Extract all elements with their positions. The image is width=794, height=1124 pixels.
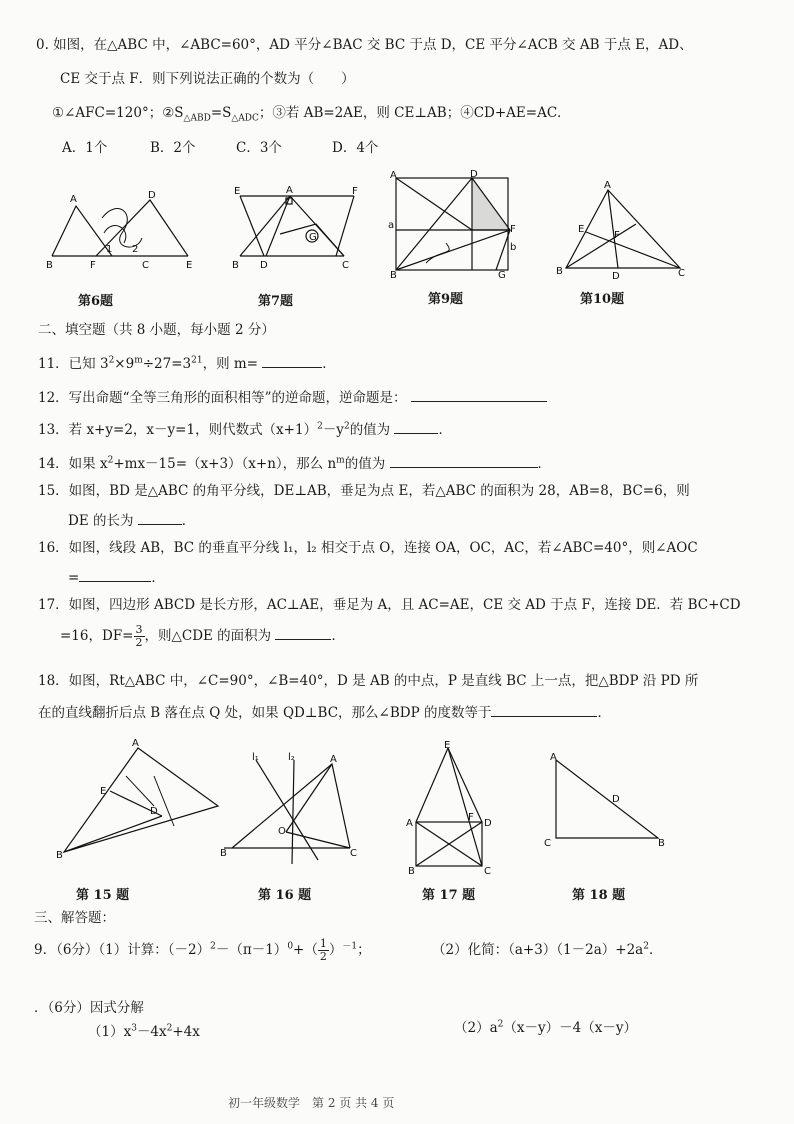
q10-statements-a: ①∠AFC=120°；②S bbox=[52, 105, 184, 121]
figure-q9 bbox=[386, 168, 520, 280]
fig10-label-e: E bbox=[578, 224, 585, 235]
fig9-label-f: F bbox=[510, 224, 516, 235]
q18-line1: 18．如图，Rt△ABC 中，∠C=90°，∠B=40°，D 是 AB 的中点，P 是直线 BC 上一点，把△BDP 沿 PD 所 bbox=[38, 673, 699, 689]
fig7-label-d: D bbox=[260, 260, 268, 271]
q17-line2-b: ，则△CDE 的面积为 bbox=[144, 628, 272, 644]
fig17-label-f: F bbox=[468, 812, 474, 823]
q19-part1-c: +（ bbox=[293, 942, 318, 958]
q11-mid2: ÷27=3 bbox=[142, 356, 192, 372]
q19-part2-a: （2）化简：（a+3）（1－2a）+2a bbox=[432, 942, 644, 958]
fig7-label-a: A bbox=[286, 185, 293, 196]
fig16-label-a: A bbox=[330, 754, 337, 765]
fig7-label-g: G bbox=[309, 232, 317, 243]
q20-title: ．（6分）因式分解 bbox=[34, 1000, 144, 1016]
q17-line1: 17．如图，四边形 ABCD 是长方形，AC⊥AE，垂足为 A，且 AC=AE，CE 交 AD 于点 F，连接 DE．若 BC+CD bbox=[38, 597, 741, 613]
q20-part1-b: －4x bbox=[136, 1024, 167, 1040]
q10-option-b: B．2个 bbox=[150, 140, 196, 156]
fig17-label-e: E bbox=[444, 740, 451, 751]
q20-part2-sup: 2 bbox=[497, 1019, 504, 1030]
q15-line2-text: DE 的长为 bbox=[68, 513, 134, 529]
fig18-label-a: A bbox=[550, 752, 557, 763]
figure-q16 bbox=[218, 752, 374, 868]
q10-statements-sub2: △ADC bbox=[231, 113, 259, 124]
fig18-label-d: D bbox=[612, 794, 620, 805]
fig15-label-a: A bbox=[132, 738, 139, 749]
q13-sup2: 2 bbox=[343, 421, 350, 432]
fig6-label-d: D bbox=[148, 190, 156, 201]
q19-fraction bbox=[318, 938, 329, 963]
q10-option-c: C．3个 bbox=[236, 140, 282, 156]
figure-q18 bbox=[540, 746, 676, 856]
page-footer: 初一年级数学 第 2 页 共 4 页 bbox=[228, 1096, 395, 1110]
q18-answer-blank[interactable] bbox=[491, 704, 597, 717]
q20-part1-sup1: 3 bbox=[131, 1023, 137, 1034]
q19-part1-b: －（π－1） bbox=[215, 942, 288, 958]
figure-q7 bbox=[226, 184, 366, 274]
fig17-label-d: D bbox=[484, 818, 492, 829]
q10-statements bbox=[52, 101, 571, 124]
q12 bbox=[38, 386, 547, 406]
section3-title: 三、解答题： bbox=[34, 910, 115, 926]
caption-q6: 第6题 bbox=[78, 294, 114, 309]
q20-part2-b: （x－y）－4（x－y） bbox=[503, 1020, 637, 1036]
q19-frac-num: 1 bbox=[319, 937, 327, 950]
q11-mid1: ×9 bbox=[114, 356, 135, 372]
fig7-label-e: E bbox=[234, 186, 241, 197]
fig7-label-b: B bbox=[232, 260, 239, 271]
q13-text-a: 13．若 x+y=2，x－y=1，则代数式（x+1） bbox=[38, 422, 318, 438]
q10-statements-b: =S bbox=[210, 105, 232, 121]
q19-part1-a: 9．（6分）（1）计算：（－2） bbox=[34, 942, 211, 958]
fig10-label-d: D bbox=[612, 271, 620, 280]
fig6-label-b: B bbox=[46, 260, 53, 271]
q16-line2-text: = bbox=[68, 570, 80, 586]
q16-line2: = ． bbox=[68, 570, 165, 586]
q18-line2: 在的直线翻折后点 B 落在点 Q 处，如果 QD⊥BC，那么∠BDP 的度数等于 ． bbox=[38, 705, 611, 721]
q11-answer-blank[interactable] bbox=[262, 355, 322, 368]
q12-answer-blank[interactable] bbox=[411, 389, 547, 402]
fig6-label-2: 2 bbox=[132, 244, 139, 255]
q11-suffix: ，则 m= bbox=[202, 356, 258, 372]
q17-answer-blank[interactable] bbox=[275, 627, 331, 640]
q17-line2: =16，DF= $\frac{3}{2}$ ，则△CDE 的面积为 ． bbox=[60, 623, 345, 649]
fig9-label-a: A bbox=[390, 170, 397, 181]
q14-text-c: 的值为 bbox=[344, 456, 386, 472]
q20-part1 bbox=[88, 1020, 200, 1040]
q10-line1: 0. 如图，在△ABC 中，∠ABC=60°，AD 平分∠BAC 交 BC 于点 D，CE 平分∠ACB 交 AB 于点 E，AD、 bbox=[36, 37, 693, 53]
q17-frac-den: 2 bbox=[135, 636, 143, 649]
fig7-label-f: F bbox=[352, 186, 358, 197]
fig17-label-c: C bbox=[484, 866, 491, 874]
q13-answer-blank[interactable] bbox=[394, 421, 438, 434]
caption-q10: 第10题 bbox=[580, 292, 625, 307]
fig6-label-f: F bbox=[90, 260, 96, 271]
fig7-label-c: C bbox=[342, 260, 349, 271]
q19-part1-e: ； bbox=[357, 942, 371, 958]
fig16-label-b: B bbox=[220, 848, 227, 859]
q20-part1-sup2: 2 bbox=[166, 1023, 173, 1034]
q20-part1-a: （1）x bbox=[88, 1024, 132, 1040]
caption-q18: 第 18 题 bbox=[572, 888, 626, 903]
fig6-label-c: C bbox=[142, 260, 149, 271]
q17-line2-a: =16，DF= bbox=[60, 628, 134, 644]
fig10-label-c: C bbox=[678, 268, 685, 279]
fig15-label-d: D bbox=[150, 806, 158, 817]
q20-part2 bbox=[454, 1016, 637, 1036]
q14-answer-blank[interactable] bbox=[390, 455, 538, 468]
fig16-label-l2: l₂ bbox=[288, 752, 295, 763]
q15-answer-blank[interactable] bbox=[138, 512, 182, 525]
q19-part2-b: ． bbox=[648, 942, 663, 958]
caption-q17: 第 17 题 bbox=[422, 888, 476, 903]
fig16-label-c: C bbox=[350, 848, 357, 859]
q19-part1 bbox=[34, 938, 371, 963]
q20-part2-a: （2）a bbox=[454, 1020, 498, 1036]
fig15-label-e: E bbox=[100, 786, 107, 797]
figure-q10 bbox=[550, 180, 690, 280]
figure-q15 bbox=[54, 736, 226, 866]
fig18-label-b: B bbox=[658, 838, 665, 849]
fig17-label-b: B bbox=[408, 866, 415, 874]
q14-text-a: 14．如果 x bbox=[38, 456, 108, 472]
fig9-label-b-side: b bbox=[510, 242, 517, 253]
fig9-label-a-side: a bbox=[388, 220, 395, 231]
caption-q15: 第 15 题 bbox=[76, 888, 130, 903]
fig10-label-a: A bbox=[604, 180, 611, 191]
q11-exp1: 2 bbox=[108, 355, 115, 366]
q16-answer-blank[interactable] bbox=[79, 569, 151, 582]
q10-line2: CE 交于点 F．则下列说法正确的个数为（ ） bbox=[60, 71, 355, 87]
q19-part1-sup3: －1 bbox=[342, 941, 358, 952]
fig17-label-a: A bbox=[406, 818, 413, 829]
q12-text: 12．写出命题“全等三角形的面积相等”的逆命题，逆命题是： bbox=[38, 390, 407, 406]
q19-part2-sup: 2 bbox=[643, 941, 649, 952]
q19-part2 bbox=[432, 938, 662, 958]
fig10-label-b: B bbox=[556, 266, 563, 277]
fig6-label-e: E bbox=[186, 260, 193, 271]
q13-text-c: 的值为 bbox=[349, 422, 391, 438]
fig16-label-l1: l₁ bbox=[252, 752, 259, 763]
q11: 11．已知 $3^2\times 9^m\div 27=3^{21}$，则 m= ． bbox=[38, 355, 336, 372]
q13-text-b: －y bbox=[322, 422, 344, 438]
caption-q9: 第9题 bbox=[428, 292, 464, 307]
q19-frac-den: 2 bbox=[319, 950, 327, 963]
q19-part1-d: ） bbox=[328, 942, 343, 958]
q17-frac-num: 3 bbox=[135, 623, 143, 636]
fig6-label-a: A bbox=[70, 194, 77, 205]
q11-exp3: 21 bbox=[191, 355, 203, 366]
q14-sup2: m bbox=[336, 455, 345, 466]
q10-statements-sub1: △ABD bbox=[183, 113, 211, 124]
fig9-label-b: B bbox=[390, 270, 397, 280]
q10-option-a: A．1个 bbox=[62, 140, 108, 156]
fig16-label-o: O bbox=[278, 826, 286, 837]
fig18-label-c: C bbox=[544, 838, 551, 849]
q20-part1-c: +4x bbox=[172, 1024, 200, 1040]
figure-q17 bbox=[404, 740, 504, 874]
q16-line1: 16．如图，线段 AB，BC 的垂直平分线 l₁，l₂ 相交于点 O，连接 OA，OC，AC，若∠ABC=40°，则∠AOC bbox=[38, 540, 698, 556]
fig15-label-b: B bbox=[56, 850, 63, 861]
q14-text-b: +mx－15=（x+3）（x+n），那么 n bbox=[113, 456, 337, 472]
q15-line2: DE 的长为 ． bbox=[68, 513, 196, 529]
q18-line2-text: 在的直线翻折后点 B 落在点 Q 处，如果 QD⊥BC，那么∠BDP 的度数等于 bbox=[38, 705, 492, 721]
caption-q16: 第 16 题 bbox=[258, 888, 312, 903]
q11-prefix: 11．已知 3 bbox=[38, 356, 109, 372]
q10-statements-c: ；③若 AB=2AE，则 CE⊥AB；④CD+AE=AC． bbox=[258, 105, 571, 121]
q14-sup1: 2 bbox=[107, 455, 114, 466]
q13: 13．若 x+y=2，x－y=1，则代数式$(x+1)^2-y^2$的值为 ． bbox=[38, 421, 452, 438]
figure-q6 bbox=[42, 188, 200, 274]
q19-part1-sup1: 2 bbox=[210, 941, 216, 952]
q10-option-d: D．4个 bbox=[332, 140, 379, 156]
q14: 14．如果 $x^2+mx-15=(x+3)(x+n)$，那么 $n^m$的值为 ． bbox=[38, 455, 552, 472]
section2-title: 二、填空题（共 8 小题，每小题 2 分） bbox=[38, 322, 275, 338]
caption-q7: 第7题 bbox=[258, 294, 294, 309]
q19-part1-sup2: 0 bbox=[287, 941, 294, 952]
fig6-label-1: 1 bbox=[106, 244, 113, 255]
q11-exp2: m bbox=[134, 355, 143, 366]
fig10-label-f: F bbox=[614, 230, 620, 241]
fig9-label-d: D bbox=[470, 169, 478, 180]
q15-line1: 15．如图，BD 是△ABC 的角平分线，DE⊥AB，垂足为点 E，若△ABC 的面积为 28，AB=8，BC=6，则 bbox=[38, 483, 690, 499]
q13-sup1: 2 bbox=[317, 421, 323, 432]
q17-fraction bbox=[134, 624, 145, 649]
fig9-label-g: G bbox=[498, 270, 506, 280]
